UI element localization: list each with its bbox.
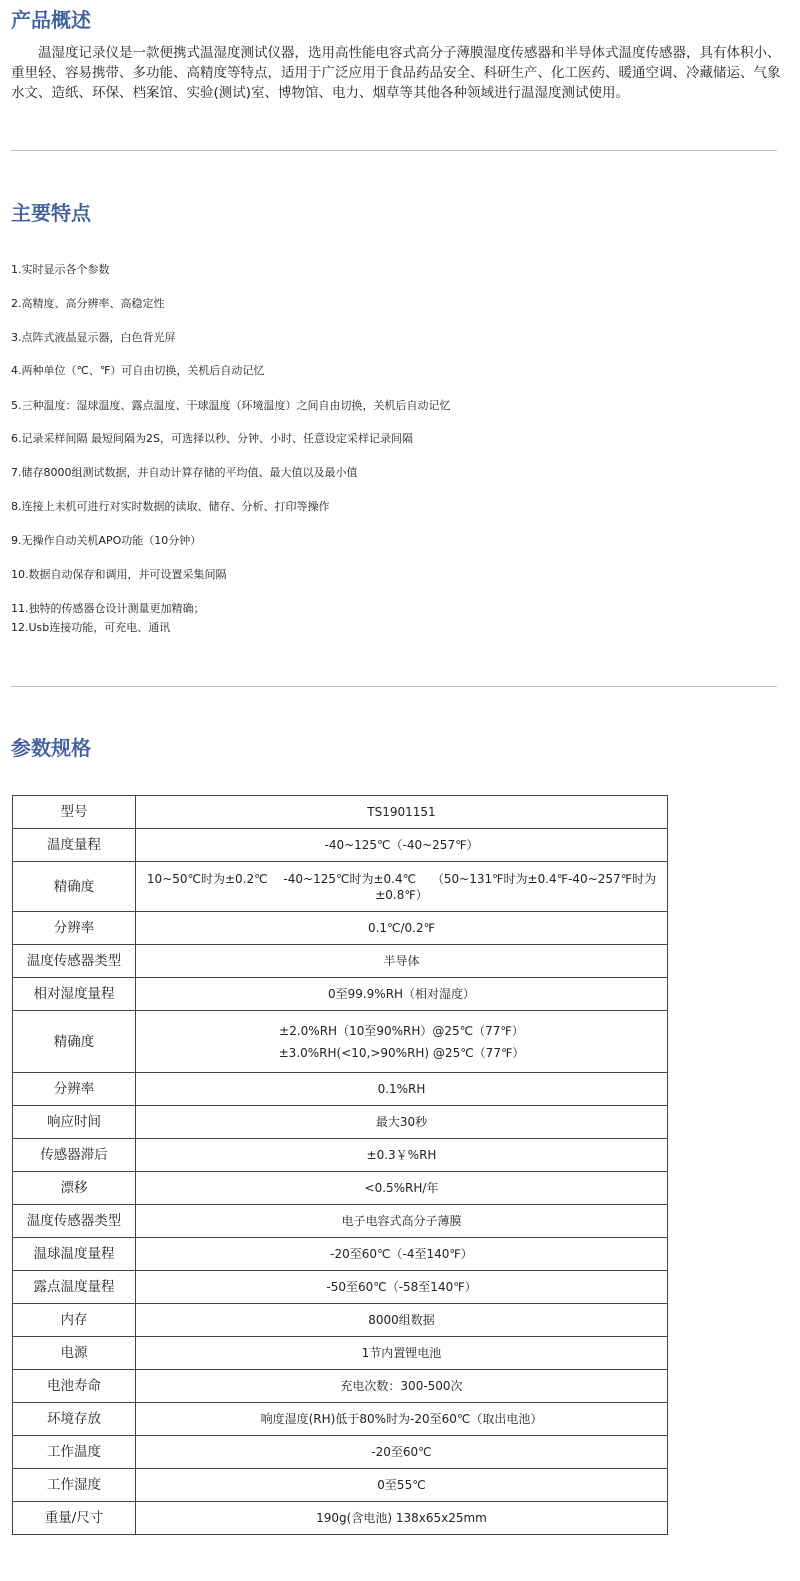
spec-label: 型号 [13,796,136,829]
spec-value: 1节内置锂电池 [136,1337,668,1370]
table-row [13,1073,668,1106]
divider [11,686,777,687]
spec-value-line: ±3.0%RH(<10,>90%RH) @25℃（77℉） [278,1045,525,1060]
spec-value: 0.1℃/0.2℉ [136,912,668,945]
spec-value: 0.1%RH [136,1073,668,1106]
spec-label: 工作温度 [13,1436,136,1469]
spec-table [12,795,668,1535]
feature-item: 3.点阵式液晶显示器，白色背光屏 [11,331,176,344]
specs-title: 参数规格 [11,736,91,760]
spec-value: 充电次数：300-500次 [136,1370,668,1403]
spec-value: 半导体 [136,945,668,978]
table-row [13,1304,668,1337]
spec-label: 重量/尺寸 [13,1502,136,1535]
table-row [13,1011,668,1073]
spec-label: 精确度 [13,1011,136,1073]
table-row [13,1271,668,1304]
spec-value: <0.5%RH/年 [136,1172,668,1205]
table-row [13,1370,668,1403]
feature-item: 8.连接上未机可进行对实时数据的读取、储存、分析、打印等操作 [11,500,330,513]
overview-title: 产品概述 [11,8,91,32]
spec-value: -40~125℃（-40~257℉） [136,829,668,862]
spec-label: 相对湿度量程 [13,978,136,1011]
table-row [13,1238,668,1271]
table-row [13,829,668,862]
spec-label: 工作湿度 [13,1469,136,1502]
spec-label: 温度传感器类型 [13,1205,136,1238]
feature-item: 7.储存8000组测试数据，并自动计算存储的平均值、最大值以及最小值 [11,466,358,479]
spec-value: 10~50℃时为±0.2℃ -40~125℃时为±0.4℃ （50~131℉时为±0.4℉-40~257℉时为±0.8℉） [136,862,668,912]
spec-value: 190g(含电池) 138x65x25mm [136,1502,668,1535]
spec-value: -50至60℃（-58至140℉） [136,1271,668,1304]
spec-value: 8000组数据 [136,1304,668,1337]
spec-label: 电池寿命 [13,1370,136,1403]
table-row [13,1337,668,1370]
feature-item: 12.Usb连接功能，可充电、通讯 [11,621,171,634]
spec-label: 电源 [13,1337,136,1370]
table-row [13,796,668,829]
feature-item: 4.两种单位（℃、℉）可自由切换，关机后自动记忆 [11,364,265,377]
spec-value [136,1011,668,1073]
spec-label: 露点温度量程 [13,1271,136,1304]
spec-label: 分辨率 [13,1073,136,1106]
spec-label: 内存 [13,1304,136,1337]
table-row [13,1172,668,1205]
spec-label: 精确度 [13,862,136,912]
spec-label: 传感器滞后 [13,1139,136,1172]
spec-label: 温球温度量程 [13,1238,136,1271]
spec-value-line: ±2.0%RH（10至90%RH）@25℃（77℉） [279,1023,524,1038]
spec-value: -20至60℃ [136,1436,668,1469]
table-row [13,1469,668,1502]
spec-value: 电子电容式高分子薄膜 [136,1205,668,1238]
overview-text: 温湿度记录仪是一款便携式温湿度测试仪器，选用高性能电容式高分子薄膜湿度传感器和半导体式温度传感器，具有体积小、重里轻、容易携带、多功能、高精度等特点，适用于广泛应用于食品药品安全、科研生产、化工医药、暖通空调、冷藏储运、气象水文、造纸、环保、档案馆、实验(测试)室、博物馆、电力、烟草等其他各种领域进行温湿度测试使用。 [11,45,781,101]
table-row [13,1436,668,1469]
feature-item: 9.无操作自动关机APO功能（10分钟） [11,534,202,547]
table-row [13,1403,668,1436]
divider [11,150,777,151]
feature-item: 2.高精度、高分辨率、高稳定性 [11,297,165,310]
spec-label: 温度量程 [13,829,136,862]
spec-value: 0至99.9%RH（相对湿度） [136,978,668,1011]
table-row [13,1106,668,1139]
features-title: 主要特点 [11,201,91,225]
feature-item: 6.记录采样间隔 最短间隔为2S，可选择以秒、分钟、小时、任意设定采样记录间隔 [11,432,413,445]
spec-label: 环境存放 [13,1403,136,1436]
table-row [13,862,668,912]
spec-label: 响应时间 [13,1106,136,1139]
table-row [13,945,668,978]
spec-value: ±0.3￥%RH [136,1139,668,1172]
feature-item: 1.实时显示各个参数 [11,263,110,276]
spec-label: 分辨率 [13,912,136,945]
table-row [13,978,668,1011]
spec-label: 漂移 [13,1172,136,1205]
spec-label: 温度传感器类型 [13,945,136,978]
table-row [13,1139,668,1172]
spec-value: -20至60℃（-4至140℉） [136,1238,668,1271]
feature-item: 10.数据自动保存和调用，并可设置采集间隔 [11,568,227,581]
table-row [13,1502,668,1535]
feature-item: 11.独特的传感器仓设计测量更加精确； [11,602,205,615]
table-row [13,912,668,945]
spec-value: TS1901151 [136,796,668,829]
spec-value: 响度湿度(RH)低于80%时为-20至60℃（取出电池） [136,1403,668,1436]
table-row [13,1205,668,1238]
feature-item: 5.三种温度：湿球温度、露点温度、干球温度（环境温度）之间自由切换，关机后自动记忆 [11,399,451,412]
spec-value: 最大30秒 [136,1106,668,1139]
spec-value: 0至55℃ [136,1469,668,1502]
